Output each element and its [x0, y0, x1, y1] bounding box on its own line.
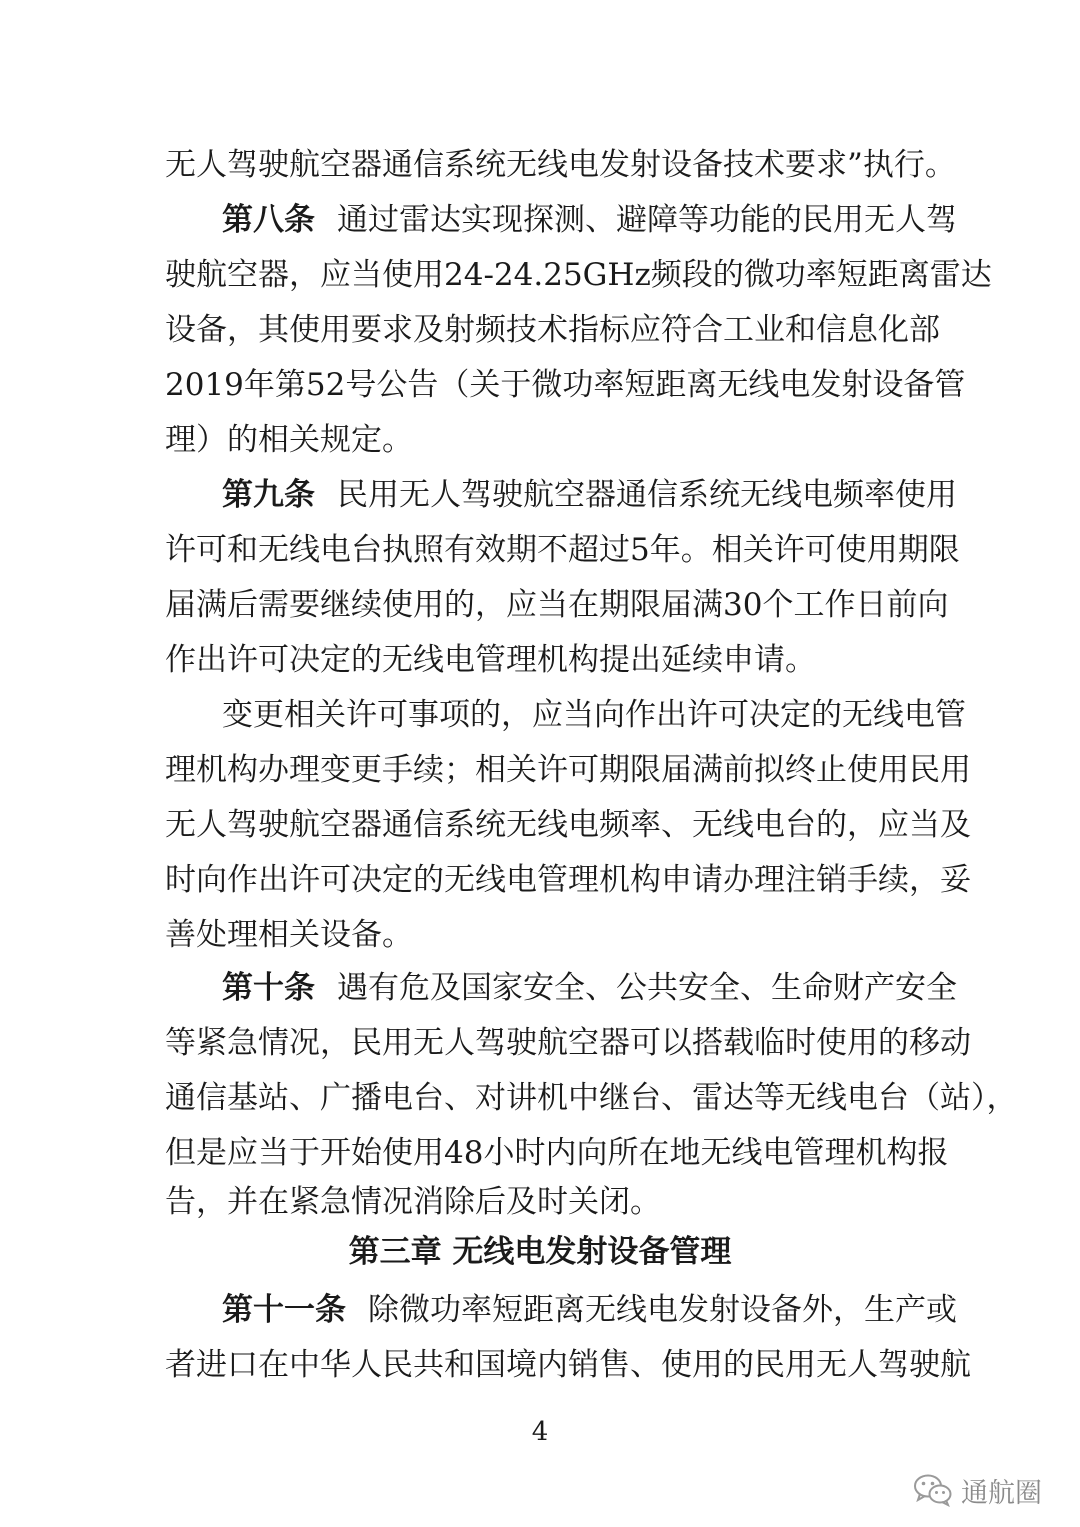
- text-line: 者进口在中华人民共和国境内销售、使用的民用无人驾驶航: [165, 1347, 971, 1383]
- article-11-line: [222, 1290, 957, 1330]
- text-line: 变更相关许可事项的，应当向作出许可决定的无线电管: [222, 697, 966, 733]
- article-8-heading: 第八条: [222, 202, 315, 238]
- chapter-title: 第三章 无线电发射设备管理: [348, 1234, 732, 1270]
- article-8-line: [222, 200, 957, 240]
- text-line: 但是应当于开始使用48小时内向所在地无线电管理机构报: [165, 1135, 949, 1171]
- text-line: 无人驾驶航空器通信系统无线电频率、无线电台的，应当及: [165, 807, 971, 843]
- text-line: 通信基站、广播电台、对讲机中继台、雷达等无线电台（站），: [165, 1080, 1018, 1116]
- text-line: 设备，其使用要求及射频技术指标应符合工业和信息化部: [165, 312, 940, 348]
- text-line: 无人驾驶航空器通信系统无线电发射设备技术要求”执行。: [165, 147, 956, 183]
- article-9-heading: 第九条: [222, 477, 315, 513]
- article-10-line: [222, 968, 957, 1008]
- article-9-line: [222, 475, 957, 515]
- text-line: 2019年第52号公告（关于微功率短距离无线电发射设备管: [165, 367, 966, 403]
- text-line: 通过雷达实现探测、避障等功能的民用无人驾: [337, 202, 957, 238]
- text-line: 作出许可决定的无线电管理机构提出延续申请。: [165, 642, 816, 678]
- article-10-heading: 第十条: [222, 970, 315, 1006]
- watermark: [913, 1470, 1042, 1510]
- text-line: 驶航空器，应当使用24-24.25GHz频段的微功率短距离雷达: [165, 257, 992, 293]
- text-line: 遇有危及国家安全、公共安全、生命财产安全: [337, 970, 957, 1006]
- text-line: 理）的相关规定。: [165, 422, 413, 458]
- watermark-text: 通航圈: [961, 1477, 1042, 1509]
- text-line: 届满后需要继续使用的，应当在期限届满30个工作日前向: [165, 587, 949, 623]
- text-line: 等紧急情况，民用无人驾驶航空器可以搭载临时使用的移动: [165, 1025, 971, 1061]
- article-11-heading: 第十一条: [222, 1292, 346, 1328]
- page-number: 4: [531, 1417, 549, 1447]
- text-line: 许可和无线电台执照有效期不超过5年。相关许可使用期限: [165, 532, 960, 568]
- text-line: 善处理相关设备。: [165, 917, 413, 953]
- text-line: 时向作出许可决定的无线电管理机构申请办理注销手续，妥: [165, 862, 971, 898]
- text-line: 理机构办理变更手续；相关许可期限届满前拟终止使用民用: [165, 752, 971, 788]
- text-line: 告，并在紧急情况消除后及时关闭。: [165, 1184, 661, 1220]
- text-line: 民用无人驾驶航空器通信系统无线电频率使用: [337, 477, 957, 513]
- wechat-icon: [913, 1473, 953, 1507]
- text-line: 除微功率短距离无线电发射设备外，生产或: [368, 1292, 957, 1328]
